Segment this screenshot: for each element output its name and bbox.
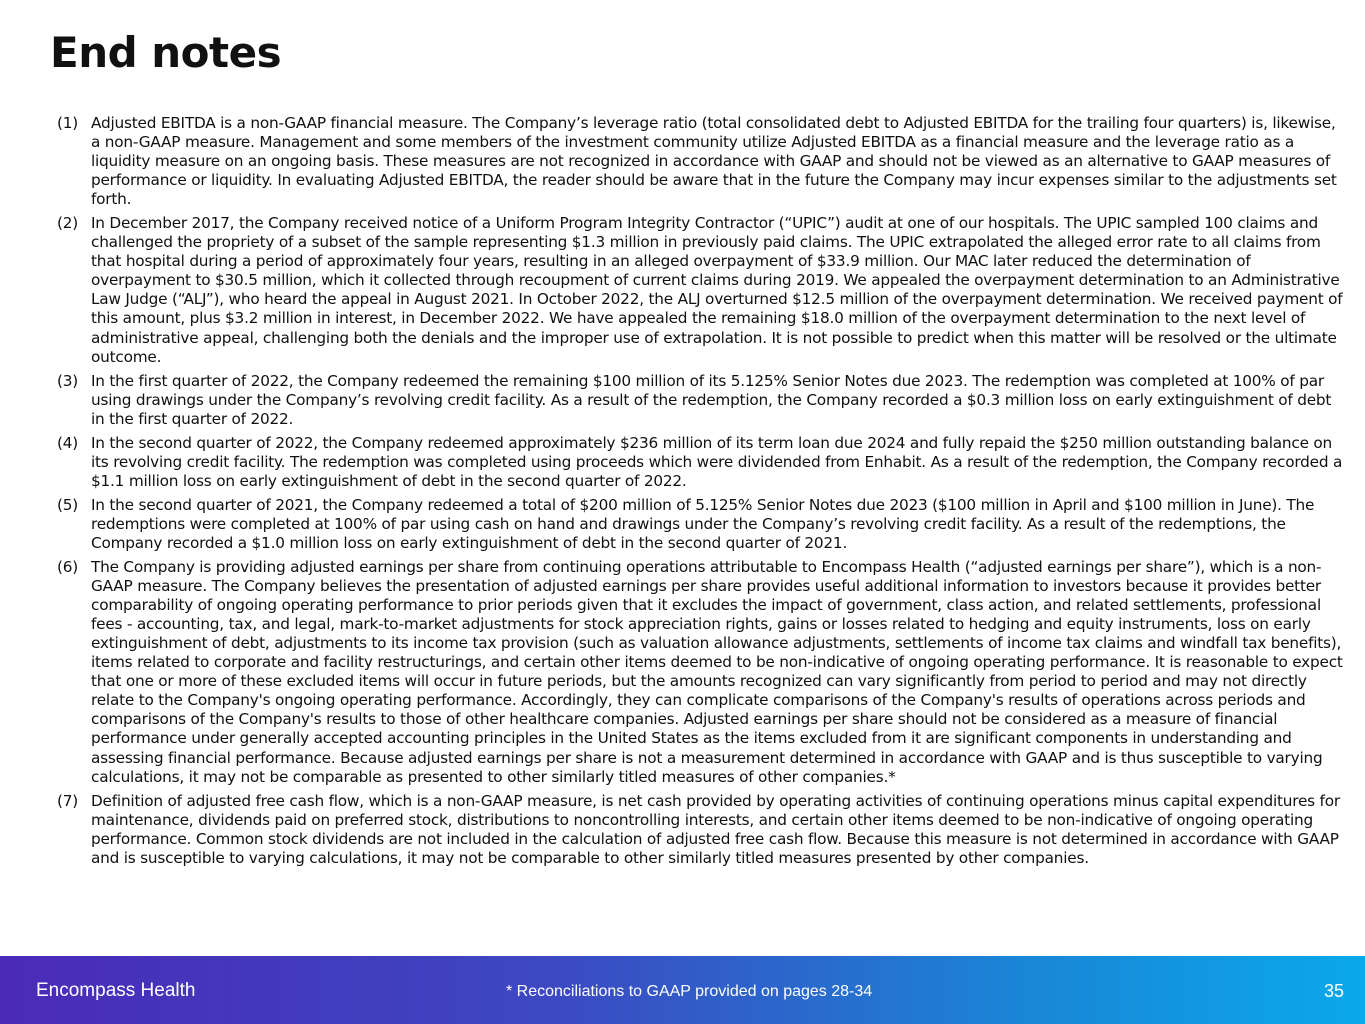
- note-number: (1): [57, 114, 79, 132]
- end-note-6: [57, 558, 1349, 787]
- end-note-5: [57, 496, 1349, 553]
- note-text: Adjusted EBITDA is a non-GAAP financial measure. The Company’s leverage ratio (total consolidated debt to Adjusted EBITDA for the trailing four quarters) is, likewise, a non-GAAP measure. Management and some members of the investment community utilize Adjusted EBITDA as a financial measure and the leverage ratio as a liquidity measure on an ongoing basis. These measures are not recognized in accordance with GAAP and should not be viewed as an alternative to GAAP measures of performance or liquidity. In evaluating Adjusted EBITDA, the reader should be aware that in the future the Company may incur expenses similar to the adjustments set forth.: [91, 114, 1337, 209]
- note-text: In the second quarter of 2021, the Company redeemed a total of $200 million of 5.125% Senior Notes due 2023 ($100 million in April and $100 million in June). The redemptions were completed at 100% of par using cash on hand and drawings under the Company’s revolving credit facility. As a result of the redemptions, the Company recorded a $1.0 million loss on early extinguishment of debt in the second quarter of 2021.: [91, 495, 1315, 552]
- note-text: In December 2017, the Company received notice of a Uniform Program Integrity Contractor (“UPIC”) audit at one of our hospitals. The UPIC sampled 100 claims and challenged the propriety of a subset of the sample representing $1.3 million in previously paid claims. The UPIC extrapolated the alleged error rate to all claims from that hospital during a period of approximately four years, resulting in an alleged overpayment of $33.9 million. Our MAC later reduced the determination of overpayment to $30.5 million, which it collected through recoupment of current claims during 2019. We appealed the overpayment determination to an Administrative Law Judge (“ALJ”), who heard the appeal in August 2021. In October 2022, the ALJ overturned $12.5 million of the overpayment determination. We received payment of this amount, plus $3.2 million in interest, in December 2022. We have appealed the remaining $18.0 million of the overpayment determination to the next level of administrative appeal, challenging both the denials and the improper use of extrapolation. It is not possible to predict when this matter will be resolved or the ultimate outcome.: [91, 214, 1343, 366]
- note-number: (2): [57, 214, 79, 233]
- note-number: (4): [57, 433, 79, 452]
- page-number: 35: [1323, 981, 1344, 1001]
- end-note-7: [57, 792, 1349, 868]
- note-text: Definition of adjusted free cash flow, which is a non-GAAP measure, is net cash provided by operating activities of continuing operations minus capital expenditures for maintenance, dividends paid on preferred stock, distributions to noncontrolling interests, and certain other items deemed to be non-indicative of ongoing operating performance. Common stock dividends are not included in the calculation of adjusted free cash flow. Because this measure is not determined in accordance with GAAP and is susceptible to varying calculations, it may not be comparable to other similarly titled measures presented by other companies.: [91, 791, 1340, 867]
- brand-name: Encompass Health: [36, 980, 196, 1001]
- page-title: End notes: [50, 28, 282, 77]
- note-number: (5): [57, 495, 79, 514]
- end-note-3: [57, 372, 1349, 429]
- footer-bar: [0, 956, 1365, 1024]
- note-number: (7): [57, 791, 79, 810]
- end-note-4: [57, 434, 1349, 491]
- footer-footnote: * Reconciliations to GAAP provided on pages 28-34: [506, 983, 873, 1000]
- end-note-2: [57, 214, 1349, 366]
- end-notes-list: [57, 114, 1349, 873]
- note-text: The Company is providing adjusted earnings per share from continuing operations attributable to Encompass Health (“adjusted earnings per share”), which is a non-GAAP measure. The Company believes the presentation of adjusted earnings per share provides useful additional information to investors because it provides better comparability of ongoing operating performance to prior periods given that it excludes the impact of government, class action, and related settlements, professional fees - accounting, tax, and legal, mark-to-market adjustments for stock appreciation rights, gains or losses related to hedging and equity instruments, loss on early extinguishment of debt, adjustments to its income tax provision (such as valuation allowance adjustments, settlements of income tax claims and windfall tax benefits), items related to corporate and facility restructurings, and certain other items deemed to be non-indicative of ongoing operating performance. It is reasonable to expect that one or more of these excluded items will occur in future periods, but the amounts recognized can vary significantly from period to period and may not directly relate to the Company's ongoing operating performance. Accordingly, they can complicate comparisons of the Company's results of operations across periods and comparisons of the Company's results to those of other healthcare companies. Adjusted earnings per share should not be considered as a measure of financial performance under generally accepted accounting principles in the United States as the items excluded from it are significant components in understanding and assessing financial performance. Because adjusted earnings per share is not a measurement determined in accordance with GAAP and is thus susceptible to varying calculations, it may not be comparable as presented to other similarly titled measures of other companies.*: [91, 558, 1343, 786]
- note-number: (6): [57, 558, 79, 577]
- note-text: In the first quarter of 2022, the Company redeemed the remaining $100 million of its 5.125% Senior Notes due 2023. The redemption was completed at 100% of par using drawings under the Company’s revolving credit facility. As a result of the redemption, the Company recorded a $0.3 million loss on early extinguishment of debt in the first quarter of 2022.: [91, 371, 1332, 428]
- note-number: (3): [57, 371, 79, 390]
- end-note-1: [57, 114, 1349, 209]
- note-text: In the second quarter of 2022, the Company redeemed approximately $236 million of its term loan due 2024 and fully repaid the $250 million outstanding balance on its revolving credit facility. The redemption was completed using proceeds which were dividended from Enhabit. As a result of the redemption, the Company recorded a $1.1 million loss on early extinguishment of debt in the second quarter of 2022.: [91, 433, 1343, 490]
